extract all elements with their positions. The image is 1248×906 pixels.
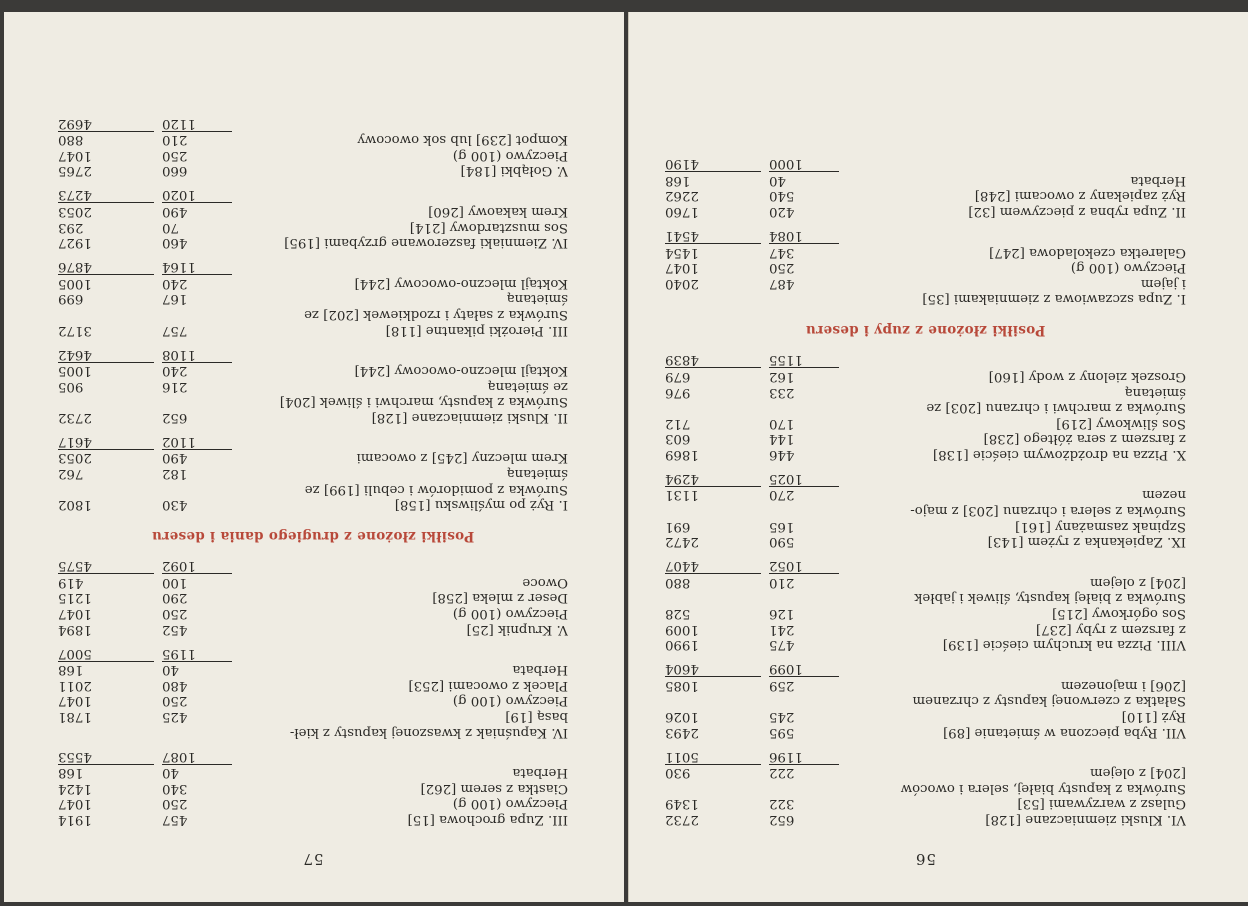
menu-total — [665, 228, 1186, 244]
kj-value: 2472 — [665, 534, 699, 550]
menu-row — [665, 260, 1186, 276]
kcal-value: 322 — [769, 796, 795, 812]
dish-name: ze śmietaną — [487, 378, 568, 394]
kj-value: 1869 — [665, 446, 699, 462]
dish-name: Koktajl mleczno-owocowy [244] — [354, 275, 568, 291]
kcal-value: 457 — [162, 812, 188, 827]
total-kj: 4839 — [665, 352, 761, 368]
menu-row — [58, 497, 568, 513]
kj-value: 699 — [58, 291, 84, 307]
menu-row — [58, 291, 568, 307]
dish-name: IV. Kapuśniak z kwaszonej kapusty z kieł- — [289, 724, 568, 740]
total-kj: 4617 — [58, 434, 154, 450]
total-kcal: 1195 — [162, 646, 232, 662]
kcal-value: 165 — [769, 518, 795, 534]
kj-value: 905 — [58, 378, 84, 394]
kcal-value: 420 — [769, 203, 795, 219]
kj-value: 1424 — [58, 780, 92, 796]
menu-total — [58, 558, 568, 574]
menu-row — [665, 765, 1186, 781]
menu-row — [58, 574, 568, 590]
kj-value: 880 — [58, 132, 84, 148]
menu-row — [665, 677, 1186, 693]
kj-value: 2732 — [665, 812, 699, 827]
kcal-value: 430 — [162, 497, 188, 513]
kj-value: 2732 — [58, 409, 92, 425]
kj-value: 1005 — [58, 363, 92, 379]
menu-row — [665, 172, 1186, 188]
dish-name: V. Gołąbki [184] — [460, 163, 568, 179]
kcal-value: 216 — [162, 378, 188, 394]
kcal-value: 40 — [769, 172, 786, 188]
kj-value: 1215 — [58, 590, 92, 606]
menu-row — [665, 811, 1186, 827]
total-kj: 4575 — [58, 558, 154, 574]
dish-name: VIII. Pizza na kruchym cieście [139] — [942, 637, 1186, 653]
kj-value: 691 — [665, 518, 691, 534]
dish-name: nezem — [1142, 487, 1186, 503]
kj-value: 1047 — [58, 693, 92, 709]
dish-name: II. Kluski ziemniaczane [128] — [371, 409, 568, 425]
menu-row — [58, 481, 568, 497]
menu-row — [58, 466, 568, 482]
total-kj: 4876 — [58, 259, 154, 275]
dish-name: z farszem z sera żółtego [238] — [983, 431, 1186, 447]
dish-name: Galaretka czekoladowa [247] — [989, 244, 1186, 260]
kcal-value: 144 — [769, 431, 795, 447]
dish-name: III. Zupa grochowa [15] — [407, 812, 568, 827]
kcal-value: 340 — [162, 780, 188, 796]
menu-row — [665, 291, 1186, 307]
kj-value: 762 — [58, 466, 84, 482]
kj-value: 2765 — [58, 163, 92, 179]
menu-group — [58, 749, 568, 827]
total-kcal: 1102 — [162, 434, 232, 450]
dish-name: X. Pizza na drożdżowym cieście [138] — [932, 446, 1186, 462]
dish-name: Krem kakaowy [260] — [428, 203, 568, 219]
kcal-value: 170 — [769, 415, 795, 431]
dish-name: Krem mleczny [245] z owocami — [356, 450, 568, 466]
page-number: 56 — [914, 850, 937, 868]
dish-name: I. Zupa szczawiowa z ziemniakami [35] — [922, 291, 1186, 307]
menu-group — [58, 259, 568, 337]
kcal-value: 240 — [162, 275, 188, 291]
menu-total — [58, 259, 568, 275]
menu-total — [665, 352, 1186, 368]
kcal-value: 475 — [769, 637, 795, 653]
kcal-value: 100 — [162, 574, 188, 590]
kj-value: 712 — [665, 415, 691, 431]
kcal-value: 250 — [162, 606, 188, 622]
kcal-value: 70 — [162, 219, 179, 235]
total-kj: 4273 — [58, 187, 154, 203]
dish-name: Ryż zapiekany z owocami [248] — [974, 188, 1186, 204]
total-kj: 4190 — [665, 156, 761, 172]
menu-row — [665, 384, 1186, 400]
kcal-value: 490 — [162, 450, 188, 466]
kcal-value: 250 — [162, 796, 188, 812]
total-kcal: 1092 — [162, 558, 232, 574]
total-kcal: 1099 — [769, 661, 839, 677]
total-kj: 4294 — [665, 471, 761, 487]
menu-row — [665, 796, 1186, 812]
kcal-value: 241 — [769, 621, 795, 637]
menu-row — [58, 677, 568, 693]
menu-group — [58, 646, 568, 740]
kj-value: 1026 — [665, 709, 699, 725]
kcal-value: 233 — [769, 384, 795, 400]
total-kj: 4407 — [665, 558, 761, 574]
menu-row — [58, 780, 568, 796]
kcal-value: 652 — [769, 812, 795, 827]
kj-value: 1005 — [58, 275, 92, 291]
kcal-value: 487 — [769, 275, 795, 291]
dish-name: [204] z olejem — [1090, 765, 1186, 781]
kcal-value: 210 — [769, 574, 795, 590]
kj-value: 880 — [665, 574, 691, 590]
dish-name: Ciastka z serem [262] — [420, 780, 568, 796]
kcal-value: 290 — [162, 590, 188, 606]
menu-total — [58, 347, 568, 363]
kcal-value: 660 — [162, 163, 188, 179]
menu-group — [665, 471, 1186, 549]
page-number: 57 — [302, 850, 324, 868]
menu-total — [665, 471, 1186, 487]
dish-name: Groszek zielony z wody [160] — [988, 368, 1186, 384]
total-kj: 4604 — [665, 661, 761, 677]
menu-row — [665, 534, 1186, 550]
dish-name: śmietaną — [1124, 384, 1186, 400]
kj-value: 1047 — [58, 796, 92, 812]
menu-row — [58, 765, 568, 781]
menu-row — [665, 637, 1186, 653]
kcal-value: 250 — [162, 693, 188, 709]
menu-group — [665, 558, 1186, 652]
menu-row — [58, 363, 568, 379]
kcal-value: 270 — [769, 487, 795, 503]
menu-row — [665, 368, 1186, 384]
dish-name: IV. Ziemniaki faszerowane grzybami [195] — [284, 235, 568, 251]
dish-name: i jajem — [1140, 275, 1186, 291]
menu-row — [665, 400, 1186, 416]
kcal-value: 652 — [162, 409, 188, 425]
kcal-value: 167 — [162, 291, 188, 307]
kcal-value: 425 — [162, 709, 188, 725]
menu-row — [665, 275, 1186, 291]
kj-value: 2493 — [665, 724, 699, 740]
menu-row — [665, 724, 1186, 740]
menu-row — [665, 415, 1186, 431]
menu-row — [58, 811, 568, 827]
kcal-value: 757 — [162, 322, 188, 338]
dish-name: Pieczywo (100 g) — [452, 147, 568, 163]
kj-value: 168 — [58, 662, 84, 678]
dish-name: Surówka z pomidorów i cebuli [199] ze — [304, 481, 568, 497]
menu-list — [665, 352, 1186, 827]
menu-total — [665, 156, 1186, 172]
menu-row — [58, 378, 568, 394]
total-kcal: 1087 — [162, 749, 232, 765]
kcal-value: 590 — [769, 534, 795, 550]
kcal-value: 126 — [769, 606, 795, 622]
kj-value: 168 — [665, 172, 691, 188]
menu-row — [58, 605, 568, 621]
kj-value: 1914 — [58, 812, 92, 827]
menu-row — [58, 662, 568, 678]
menu-row — [58, 203, 568, 219]
kcal-value: 210 — [162, 132, 188, 148]
menu-row — [58, 235, 568, 251]
kj-value: 1047 — [58, 606, 92, 622]
total-kcal: 1000 — [769, 156, 839, 172]
dish-name: Placek z owocami [253] — [408, 677, 568, 693]
kcal-value: 460 — [162, 235, 188, 251]
menu-group — [58, 558, 568, 636]
kcal-value: 222 — [769, 765, 795, 781]
dish-name: Herbata — [512, 662, 568, 678]
menu-row — [58, 163, 568, 179]
menu-row — [58, 147, 568, 163]
dish-name: VI. Kluski ziemniaczane [128] — [985, 812, 1186, 827]
total-kcal: 1196 — [769, 749, 839, 765]
dish-name: VII. Ryba pieczona w śmietanie [89] — [943, 724, 1186, 740]
dish-name: Ryż [110] — [1121, 709, 1186, 725]
kcal-value: 347 — [769, 244, 795, 260]
kj-value: 1781 — [58, 709, 92, 725]
dish-name: Kompot [239] lub sok owocowy — [357, 132, 568, 148]
menu-total — [665, 661, 1186, 677]
menu-row — [665, 518, 1186, 534]
kcal-value: 480 — [162, 677, 188, 693]
kj-value: 679 — [665, 368, 691, 384]
dish-name: śmietaną — [506, 291, 568, 307]
kj-value: 3172 — [58, 322, 92, 338]
menu-group — [665, 228, 1186, 306]
dish-name: z farszem z ryby [237] — [1035, 621, 1186, 637]
dish-name: I. Ryż po myśliwsku [158] — [394, 497, 568, 513]
kj-value: 2011 — [58, 677, 92, 693]
dish-name: Sos musztardowy [214] — [409, 219, 568, 235]
dish-name: Deser z mleka [258] — [432, 590, 568, 606]
kj-value: 930 — [665, 765, 691, 781]
kcal-value: 446 — [769, 446, 795, 462]
kcal-value: 259 — [769, 677, 795, 693]
menu-row — [58, 394, 568, 410]
kj-value: 2040 — [665, 275, 699, 291]
kj-value: 2053 — [58, 203, 92, 219]
kj-value: 1990 — [665, 637, 699, 653]
kcal-value: 245 — [769, 709, 795, 725]
kj-value: 419 — [58, 574, 84, 590]
kcal-value: 162 — [769, 368, 795, 384]
kcal-value: 40 — [162, 662, 179, 678]
dish-name: Pieczywo (100 g) — [452, 796, 568, 812]
kj-value: 1894 — [58, 621, 92, 637]
menu-group — [58, 347, 568, 425]
dish-name: Surówka z selera i chrzanu [203] z majo- — [910, 503, 1186, 519]
page-56 — [628, 12, 1248, 902]
kj-value: 1349 — [665, 796, 699, 812]
kj-value: 1454 — [665, 244, 699, 260]
menu-total — [58, 187, 568, 203]
menu-row — [58, 132, 568, 148]
dish-name: IX. Zapiekanka z ryżem [143] — [987, 534, 1186, 550]
kcal-value: 250 — [162, 147, 188, 163]
menu-row — [665, 244, 1186, 260]
section-heading: Posiłki złożone z drugiego dania i deseru — [151, 528, 475, 545]
dish-name: Surówka z kapusty białej, selera i owoców — [900, 780, 1186, 796]
total-kcal: 1052 — [769, 558, 839, 574]
menu-row — [665, 203, 1186, 219]
total-kcal: 1155 — [769, 352, 839, 368]
dish-name: Koktajl mleczno-owocowy [244] — [354, 363, 568, 379]
menu-list — [665, 156, 1186, 306]
total-kj: 4642 — [58, 347, 154, 363]
menu-row — [665, 590, 1186, 606]
menu-total — [58, 646, 568, 662]
kcal-value: 240 — [162, 363, 188, 379]
menu-total — [58, 434, 568, 450]
kcal-value: 182 — [162, 466, 188, 482]
dish-name: Pieczywo (100 g) — [452, 606, 568, 622]
menu-row — [58, 306, 568, 322]
menu-row — [58, 322, 568, 338]
menu-list — [58, 558, 568, 827]
menu-total — [665, 749, 1186, 765]
menu-group — [58, 116, 568, 179]
menu-total — [58, 116, 568, 132]
section-heading: Posiłki złożone z zupy i deseru — [805, 322, 1046, 339]
dish-name: Szpinak zasmażany [161] — [1015, 518, 1186, 534]
kj-value: 1085 — [665, 677, 699, 693]
total-kj: 4541 — [665, 228, 761, 244]
kj-value: 1802 — [58, 497, 92, 513]
menu-row — [58, 275, 568, 291]
menu-row — [665, 605, 1186, 621]
kj-value: 1047 — [665, 260, 699, 276]
kj-value: 1131 — [665, 487, 699, 503]
total-kj: 5011 — [665, 749, 761, 765]
kj-value: 1009 — [665, 621, 699, 637]
menu-group — [665, 749, 1186, 827]
dish-name: basą [19] — [505, 709, 568, 725]
total-kj: 5007 — [58, 646, 154, 662]
menu-row — [58, 409, 568, 425]
dish-name: Sos ogórkowy [215] — [1052, 606, 1186, 622]
menu-row — [665, 574, 1186, 590]
total-kcal: 1120 — [162, 116, 232, 132]
kcal-value: 40 — [162, 765, 179, 781]
dish-name: Sałatka z czerwonej kapusty z chrzanem — [912, 693, 1186, 709]
menu-group — [58, 434, 568, 512]
kj-value: 1760 — [665, 203, 699, 219]
menu-row — [665, 446, 1186, 462]
menu-row — [58, 724, 568, 740]
total-kcal: 1164 — [162, 259, 232, 275]
menu-row — [58, 590, 568, 606]
total-kj: 4692 — [58, 116, 154, 132]
total-kj: 4553 — [58, 749, 154, 765]
dish-name: Surówka z sałaty i rzodkiewek [202] ze — [304, 306, 568, 322]
total-kcal: 1020 — [162, 187, 232, 203]
menu-row — [58, 693, 568, 709]
kcal-value: 595 — [769, 724, 795, 740]
dish-name: Surówka z białej kapusty, śliwek i jabłek — [914, 590, 1186, 606]
menu-row — [665, 693, 1186, 709]
menu-row — [58, 450, 568, 466]
menu-row — [58, 796, 568, 812]
dish-name: II. Zupa rybna z pieczywem [32] — [968, 203, 1186, 219]
menu-group — [665, 156, 1186, 219]
kj-value: 293 — [58, 219, 84, 235]
kcal-value: 490 — [162, 203, 188, 219]
dish-name: Pieczywo (100 g) — [1070, 260, 1186, 276]
kj-value: 168 — [58, 765, 84, 781]
dish-name: V. Krupnik [25] — [466, 621, 568, 637]
menu-row — [58, 708, 568, 724]
menu-row — [665, 708, 1186, 724]
menu-row — [665, 431, 1186, 447]
dish-name: III. Pierożki pikantne [118] — [385, 322, 568, 338]
menu-total — [665, 558, 1186, 574]
dish-name: śmietaną — [506, 466, 568, 482]
total-kcal: 1108 — [162, 347, 232, 363]
total-kcal: 1025 — [769, 471, 839, 487]
menu-row — [58, 219, 568, 235]
menu-group — [58, 187, 568, 250]
kj-value: 1047 — [58, 147, 92, 163]
kj-value: 1927 — [58, 235, 92, 251]
dish-name: Owoce — [522, 574, 568, 590]
total-kcal: 1084 — [769, 228, 839, 244]
kj-value: 2053 — [58, 450, 92, 466]
dish-name: [204] z olejem — [1090, 574, 1186, 590]
menu-group — [665, 661, 1186, 739]
dish-name: Surówka z marchwi i chrzanu [203] ze — [926, 400, 1186, 416]
menu-row — [665, 621, 1186, 637]
menu-total — [58, 749, 568, 765]
menu-row — [665, 188, 1186, 204]
dish-name: Herbata — [512, 765, 568, 781]
dish-name: Surówka z kapusty, marchwi i śliwek [204] — [279, 394, 568, 410]
kcal-value: 250 — [769, 260, 795, 276]
kj-value: 603 — [665, 431, 691, 447]
dish-name: Sos śliwkowy [219] — [1056, 415, 1186, 431]
dish-name: Pieczywo (100 g) — [452, 693, 568, 709]
dish-name: Gulasz z warzywami [53] — [1017, 796, 1186, 812]
menu-row — [665, 503, 1186, 519]
menu-row — [665, 780, 1186, 796]
menu-group — [665, 352, 1186, 462]
menu-row — [665, 487, 1186, 503]
kcal-value: 540 — [769, 188, 795, 204]
kj-value: 2262 — [665, 188, 699, 204]
menu-row — [58, 621, 568, 637]
menu-list — [58, 116, 568, 513]
kj-value: 976 — [665, 384, 691, 400]
dish-name: [206] i majonezem — [1060, 677, 1186, 693]
kj-value: 528 — [665, 606, 691, 622]
dish-name: Herbata — [1130, 172, 1186, 188]
page-57 — [4, 12, 624, 902]
kcal-value: 452 — [162, 621, 188, 637]
